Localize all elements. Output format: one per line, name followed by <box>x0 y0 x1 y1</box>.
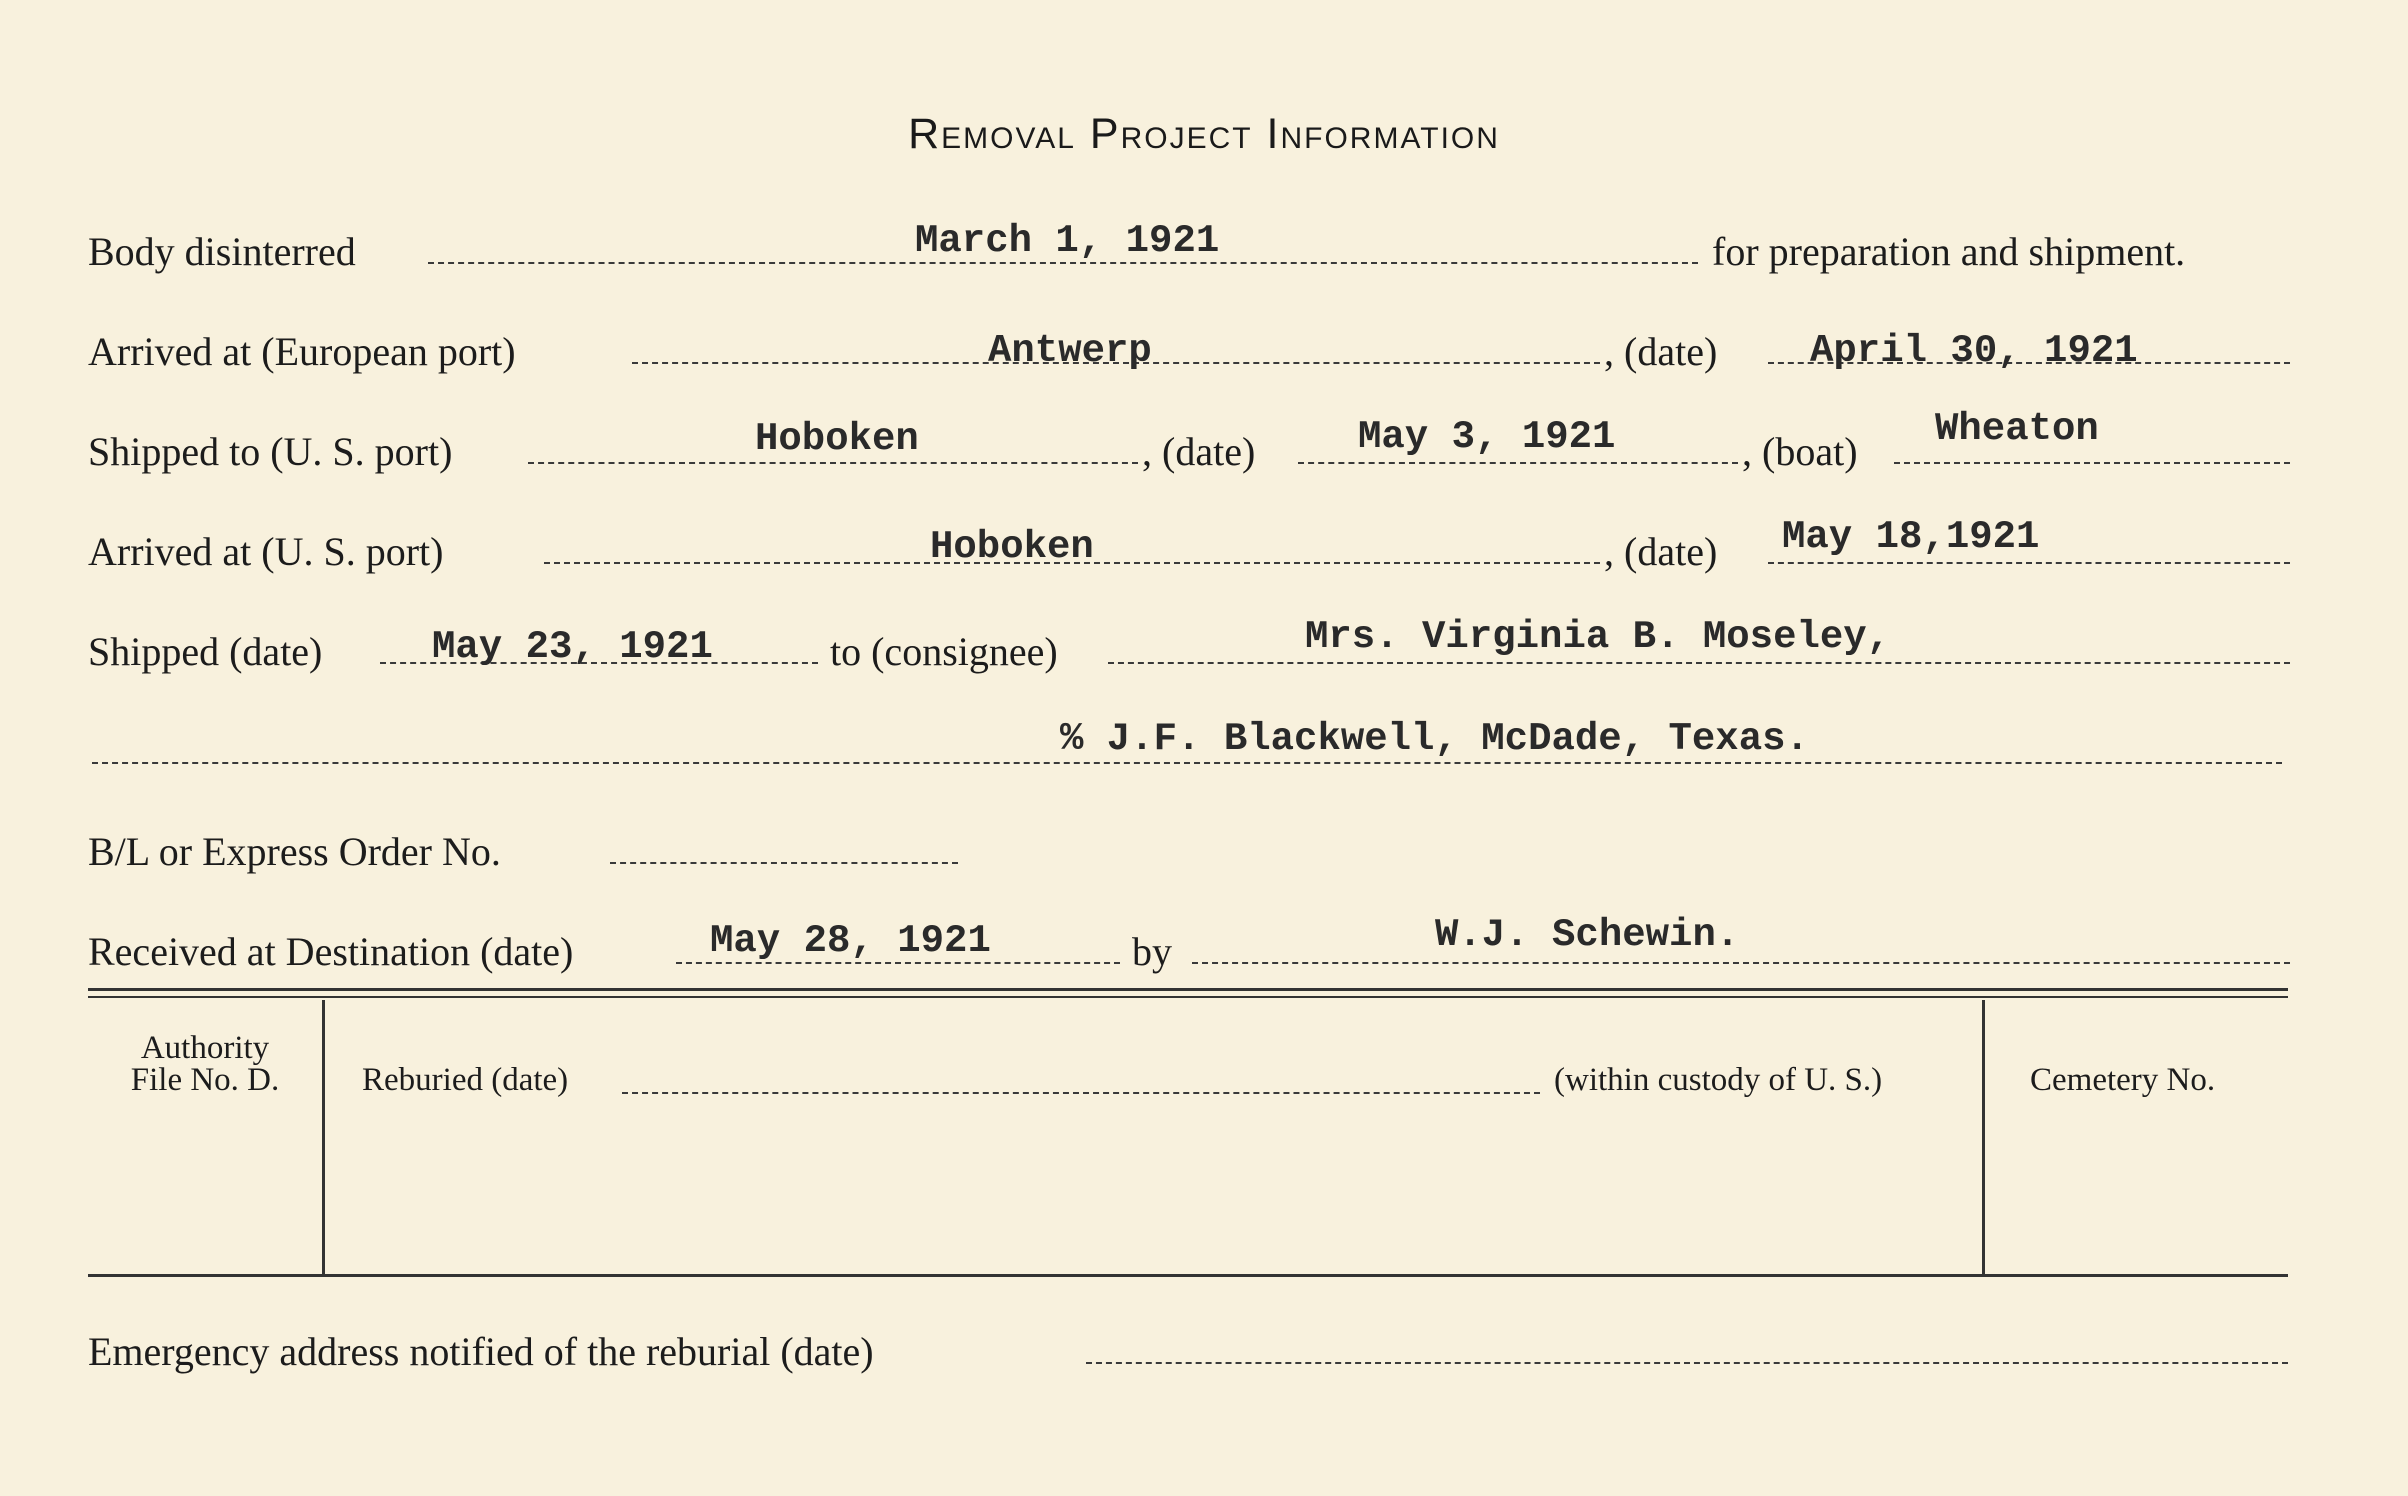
consignee-value: Mrs. Virginia B. Moseley, <box>1305 615 1891 659</box>
bl-order-line <box>610 862 958 864</box>
custody-label: (within custody of U. S.) <box>1554 1062 1883 1098</box>
card-title: Removal Project Information <box>908 110 1500 158</box>
consignee-label: to (consignee) <box>830 629 1058 674</box>
consignee-line-2 <box>92 762 2282 764</box>
emergency-line <box>1086 1362 2288 1364</box>
shipped-date-label: Shipped (date) <box>88 629 323 674</box>
box-bottom-rule <box>88 1274 2288 1277</box>
emergency-label: Emergency address notified of the reburial (date) <box>88 1329 874 1374</box>
arrived-european-value: Antwerp <box>988 329 1152 373</box>
box-divider-left <box>322 1000 325 1274</box>
received-date-value: May 28, 1921 <box>710 919 991 963</box>
shipped-date-value: May 23, 1921 <box>432 625 713 669</box>
consignee-line <box>1108 662 2290 664</box>
received-label: Received at Destination (date) <box>88 929 574 974</box>
arrived-us-value: Hoboken <box>930 525 1094 569</box>
shipped-us-boat-value: Wheaton <box>1935 407 2099 451</box>
shipped-us-boat-label: , (boat) <box>1742 429 1858 474</box>
authority-label: Authority <box>140 1030 270 1066</box>
arrived-us-label: Arrived at (U. S. port) <box>88 529 444 574</box>
reburied-line <box>622 1092 1540 1094</box>
shipped-us-date-label: , (date) <box>1142 429 1256 474</box>
reburied-label: Reburied (date) <box>362 1062 569 1098</box>
bl-order-label: B/L or Express Order No. <box>88 829 501 874</box>
shipped-us-value: Hoboken <box>755 417 919 461</box>
arrived-european-date-value: April 30, 1921 <box>1810 329 2138 373</box>
consignee-address-value: % J.F. Blackwell, McDade, Texas. <box>1060 717 1809 761</box>
body-disinterred-label: Body disinterred <box>88 229 356 274</box>
received-by-label: by <box>1132 929 1172 974</box>
box-top-rule-2 <box>88 996 2288 998</box>
box-divider-right <box>1982 1000 1985 1274</box>
box-top-rule <box>88 988 2288 991</box>
shipped-us-date-line <box>1298 462 1738 464</box>
cemetery-label: Cemetery No. <box>2030 1062 2216 1098</box>
received-by-value: W.J. Schewin. <box>1435 913 1740 957</box>
arrived-us-date-label: , (date) <box>1604 529 1718 574</box>
arrived-us-date-line <box>1768 562 2290 564</box>
body-disinterred-value: March 1, 1921 <box>915 219 1220 263</box>
arrived-european-date-label: , (date) <box>1604 329 1718 374</box>
shipped-us-label: Shipped to (U. S. port) <box>88 429 453 474</box>
shipped-us-date-value: May 3, 1921 <box>1358 415 1616 459</box>
shipped-us-boat-line <box>1894 462 2290 464</box>
body-disinterred-suffix: for preparation and shipment. <box>1712 229 2186 274</box>
authority-file-label: File No. D. <box>130 1062 280 1098</box>
shipped-us-line <box>528 462 1138 464</box>
arrived-european-label: Arrived at (European port) <box>88 329 516 374</box>
arrived-us-date-value: May 18,1921 <box>1782 515 2040 559</box>
received-by-line <box>1192 962 2290 964</box>
